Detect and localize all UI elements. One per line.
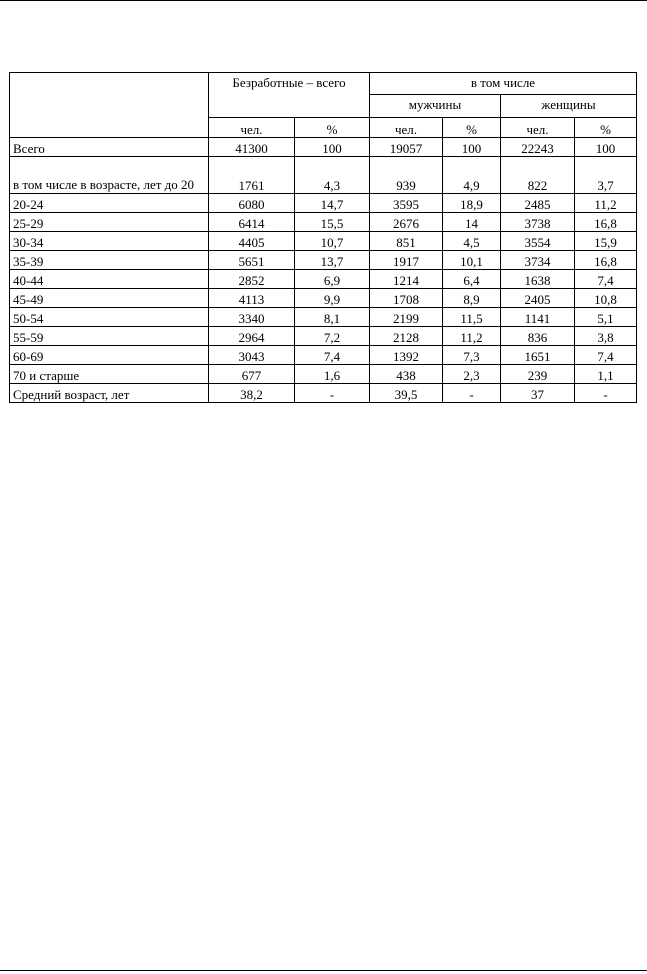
cell-women-people: 1651 bbox=[501, 346, 575, 365]
cell-men-percent: 6,4 bbox=[443, 270, 501, 289]
cell-total-people: 5651 bbox=[209, 251, 295, 270]
cell-men-percent: - bbox=[443, 384, 501, 403]
unit-men-people: чел. bbox=[370, 117, 443, 137]
row-label: Всего bbox=[10, 138, 209, 157]
unemployment-age-table bbox=[9, 72, 637, 403]
cell-total-percent: 8,1 bbox=[295, 308, 370, 327]
cell-men-people: 39,5 bbox=[370, 384, 443, 403]
unit-total-people: чел. bbox=[209, 117, 295, 137]
cell-women-people: 836 bbox=[501, 327, 575, 346]
cell-men-people: 1214 bbox=[370, 270, 443, 289]
cell-total-people: 6414 bbox=[209, 213, 295, 232]
cell-total-people: 2964 bbox=[209, 327, 295, 346]
row-label: 70 и старше bbox=[10, 365, 209, 384]
cell-total-percent: 15,5 bbox=[295, 213, 370, 232]
cell-total-percent: 7,2 bbox=[295, 327, 370, 346]
table-row bbox=[10, 327, 637, 346]
cell-women-percent: 7,4 bbox=[575, 270, 637, 289]
cell-men-percent: 100 bbox=[443, 138, 501, 157]
cell-women-people: 822 bbox=[501, 157, 575, 194]
table-row bbox=[10, 138, 637, 157]
cell-total-percent: 10,7 bbox=[295, 232, 370, 251]
cell-men-percent: 2,3 bbox=[443, 365, 501, 384]
row-label: 50-54 bbox=[10, 308, 209, 327]
row-label: 35-39 bbox=[10, 251, 209, 270]
cell-men-people: 939 bbox=[370, 157, 443, 194]
cell-women-percent: 3,7 bbox=[575, 157, 637, 194]
table-row bbox=[10, 365, 637, 384]
cell-total-people: 3043 bbox=[209, 346, 295, 365]
cell-total-people: 4113 bbox=[209, 289, 295, 308]
header-including: в том числе bbox=[370, 73, 637, 95]
header-corner-cell bbox=[10, 73, 209, 138]
cell-women-percent: 5,1 bbox=[575, 308, 637, 327]
cell-men-percent: 7,3 bbox=[443, 346, 501, 365]
cell-total-people: 41300 bbox=[209, 138, 295, 157]
cell-total-percent: 9,9 bbox=[295, 289, 370, 308]
row-label: 30-34 bbox=[10, 232, 209, 251]
cell-women-people: 2405 bbox=[501, 289, 575, 308]
cell-men-percent: 8,9 bbox=[443, 289, 501, 308]
cell-men-people: 851 bbox=[370, 232, 443, 251]
cell-men-people: 3595 bbox=[370, 194, 443, 213]
unit-total-percent: % bbox=[295, 117, 370, 137]
header-men: мужчины bbox=[370, 95, 501, 117]
cell-women-percent: - bbox=[575, 384, 637, 403]
cell-women-people: 3734 bbox=[501, 251, 575, 270]
table-row bbox=[10, 157, 637, 194]
top-rule bbox=[0, 0, 647, 1]
table-row bbox=[10, 213, 637, 232]
cell-total-people: 677 bbox=[209, 365, 295, 384]
cell-total-people: 38,2 bbox=[209, 384, 295, 403]
cell-women-percent: 16,8 bbox=[575, 251, 637, 270]
table-row bbox=[10, 346, 637, 365]
row-label: 20-24 bbox=[10, 194, 209, 213]
row-label: 45-49 bbox=[10, 289, 209, 308]
cell-men-percent: 14 bbox=[443, 213, 501, 232]
cell-men-percent: 4,9 bbox=[443, 157, 501, 194]
unit-women-people: чел. bbox=[501, 117, 575, 137]
cell-women-people: 239 bbox=[501, 365, 575, 384]
cell-men-people: 2676 bbox=[370, 213, 443, 232]
row-label: в том числе в возрасте, лет до 20 bbox=[10, 157, 209, 194]
table-row bbox=[10, 289, 637, 308]
cell-men-people: 19057 bbox=[370, 138, 443, 157]
cell-men-people: 438 bbox=[370, 365, 443, 384]
header-unemployed-total: Безработные – всего bbox=[209, 73, 370, 118]
unit-women-percent: % bbox=[575, 117, 637, 137]
cell-women-percent: 11,2 bbox=[575, 194, 637, 213]
unit-men-percent: % bbox=[443, 117, 501, 137]
cell-total-people: 1761 bbox=[209, 157, 295, 194]
cell-women-percent: 7,4 bbox=[575, 346, 637, 365]
cell-men-people: 1392 bbox=[370, 346, 443, 365]
table-row bbox=[10, 194, 637, 213]
row-label: Средний возраст, лет bbox=[10, 384, 209, 403]
cell-women-people: 1638 bbox=[501, 270, 575, 289]
cell-men-percent: 11,2 bbox=[443, 327, 501, 346]
row-label: 60-69 bbox=[10, 346, 209, 365]
cell-men-percent: 18,9 bbox=[443, 194, 501, 213]
cell-women-people: 3738 bbox=[501, 213, 575, 232]
cell-total-percent: 1,6 bbox=[295, 365, 370, 384]
table-row bbox=[10, 384, 637, 403]
cell-men-people: 2128 bbox=[370, 327, 443, 346]
cell-total-people: 6080 bbox=[209, 194, 295, 213]
cell-women-percent: 100 bbox=[575, 138, 637, 157]
cell-total-percent: 100 bbox=[295, 138, 370, 157]
cell-total-percent: 6,9 bbox=[295, 270, 370, 289]
cell-total-people: 3340 bbox=[209, 308, 295, 327]
cell-women-people: 22243 bbox=[501, 138, 575, 157]
cell-women-percent: 15,9 bbox=[575, 232, 637, 251]
cell-women-people: 37 bbox=[501, 384, 575, 403]
cell-total-percent: - bbox=[295, 384, 370, 403]
cell-women-people: 2485 bbox=[501, 194, 575, 213]
cell-men-people: 1917 bbox=[370, 251, 443, 270]
table-row bbox=[10, 251, 637, 270]
cell-women-percent: 10,8 bbox=[575, 289, 637, 308]
table-row bbox=[10, 270, 637, 289]
row-label: 55-59 bbox=[10, 327, 209, 346]
cell-men-percent: 4,5 bbox=[443, 232, 501, 251]
cell-men-percent: 11,5 bbox=[443, 308, 501, 327]
cell-total-percent: 4,3 bbox=[295, 157, 370, 194]
row-label: 40-44 bbox=[10, 270, 209, 289]
cell-total-percent: 14,7 bbox=[295, 194, 370, 213]
cell-women-percent: 1,1 bbox=[575, 365, 637, 384]
cell-women-percent: 3,8 bbox=[575, 327, 637, 346]
cell-total-percent: 13,7 bbox=[295, 251, 370, 270]
table-row bbox=[10, 232, 637, 251]
row-label: 25-29 bbox=[10, 213, 209, 232]
bottom-rule bbox=[0, 970, 647, 971]
cell-women-people: 3554 bbox=[501, 232, 575, 251]
cell-total-percent: 7,4 bbox=[295, 346, 370, 365]
cell-total-people: 2852 bbox=[209, 270, 295, 289]
cell-men-people: 2199 bbox=[370, 308, 443, 327]
cell-men-percent: 10,1 bbox=[443, 251, 501, 270]
cell-women-people: 1141 bbox=[501, 308, 575, 327]
header-women: женщины bbox=[501, 95, 637, 117]
cell-total-people: 4405 bbox=[209, 232, 295, 251]
header-row-1 bbox=[10, 73, 637, 95]
cell-men-people: 1708 bbox=[370, 289, 443, 308]
cell-women-percent: 16,8 bbox=[575, 213, 637, 232]
table-row bbox=[10, 308, 637, 327]
